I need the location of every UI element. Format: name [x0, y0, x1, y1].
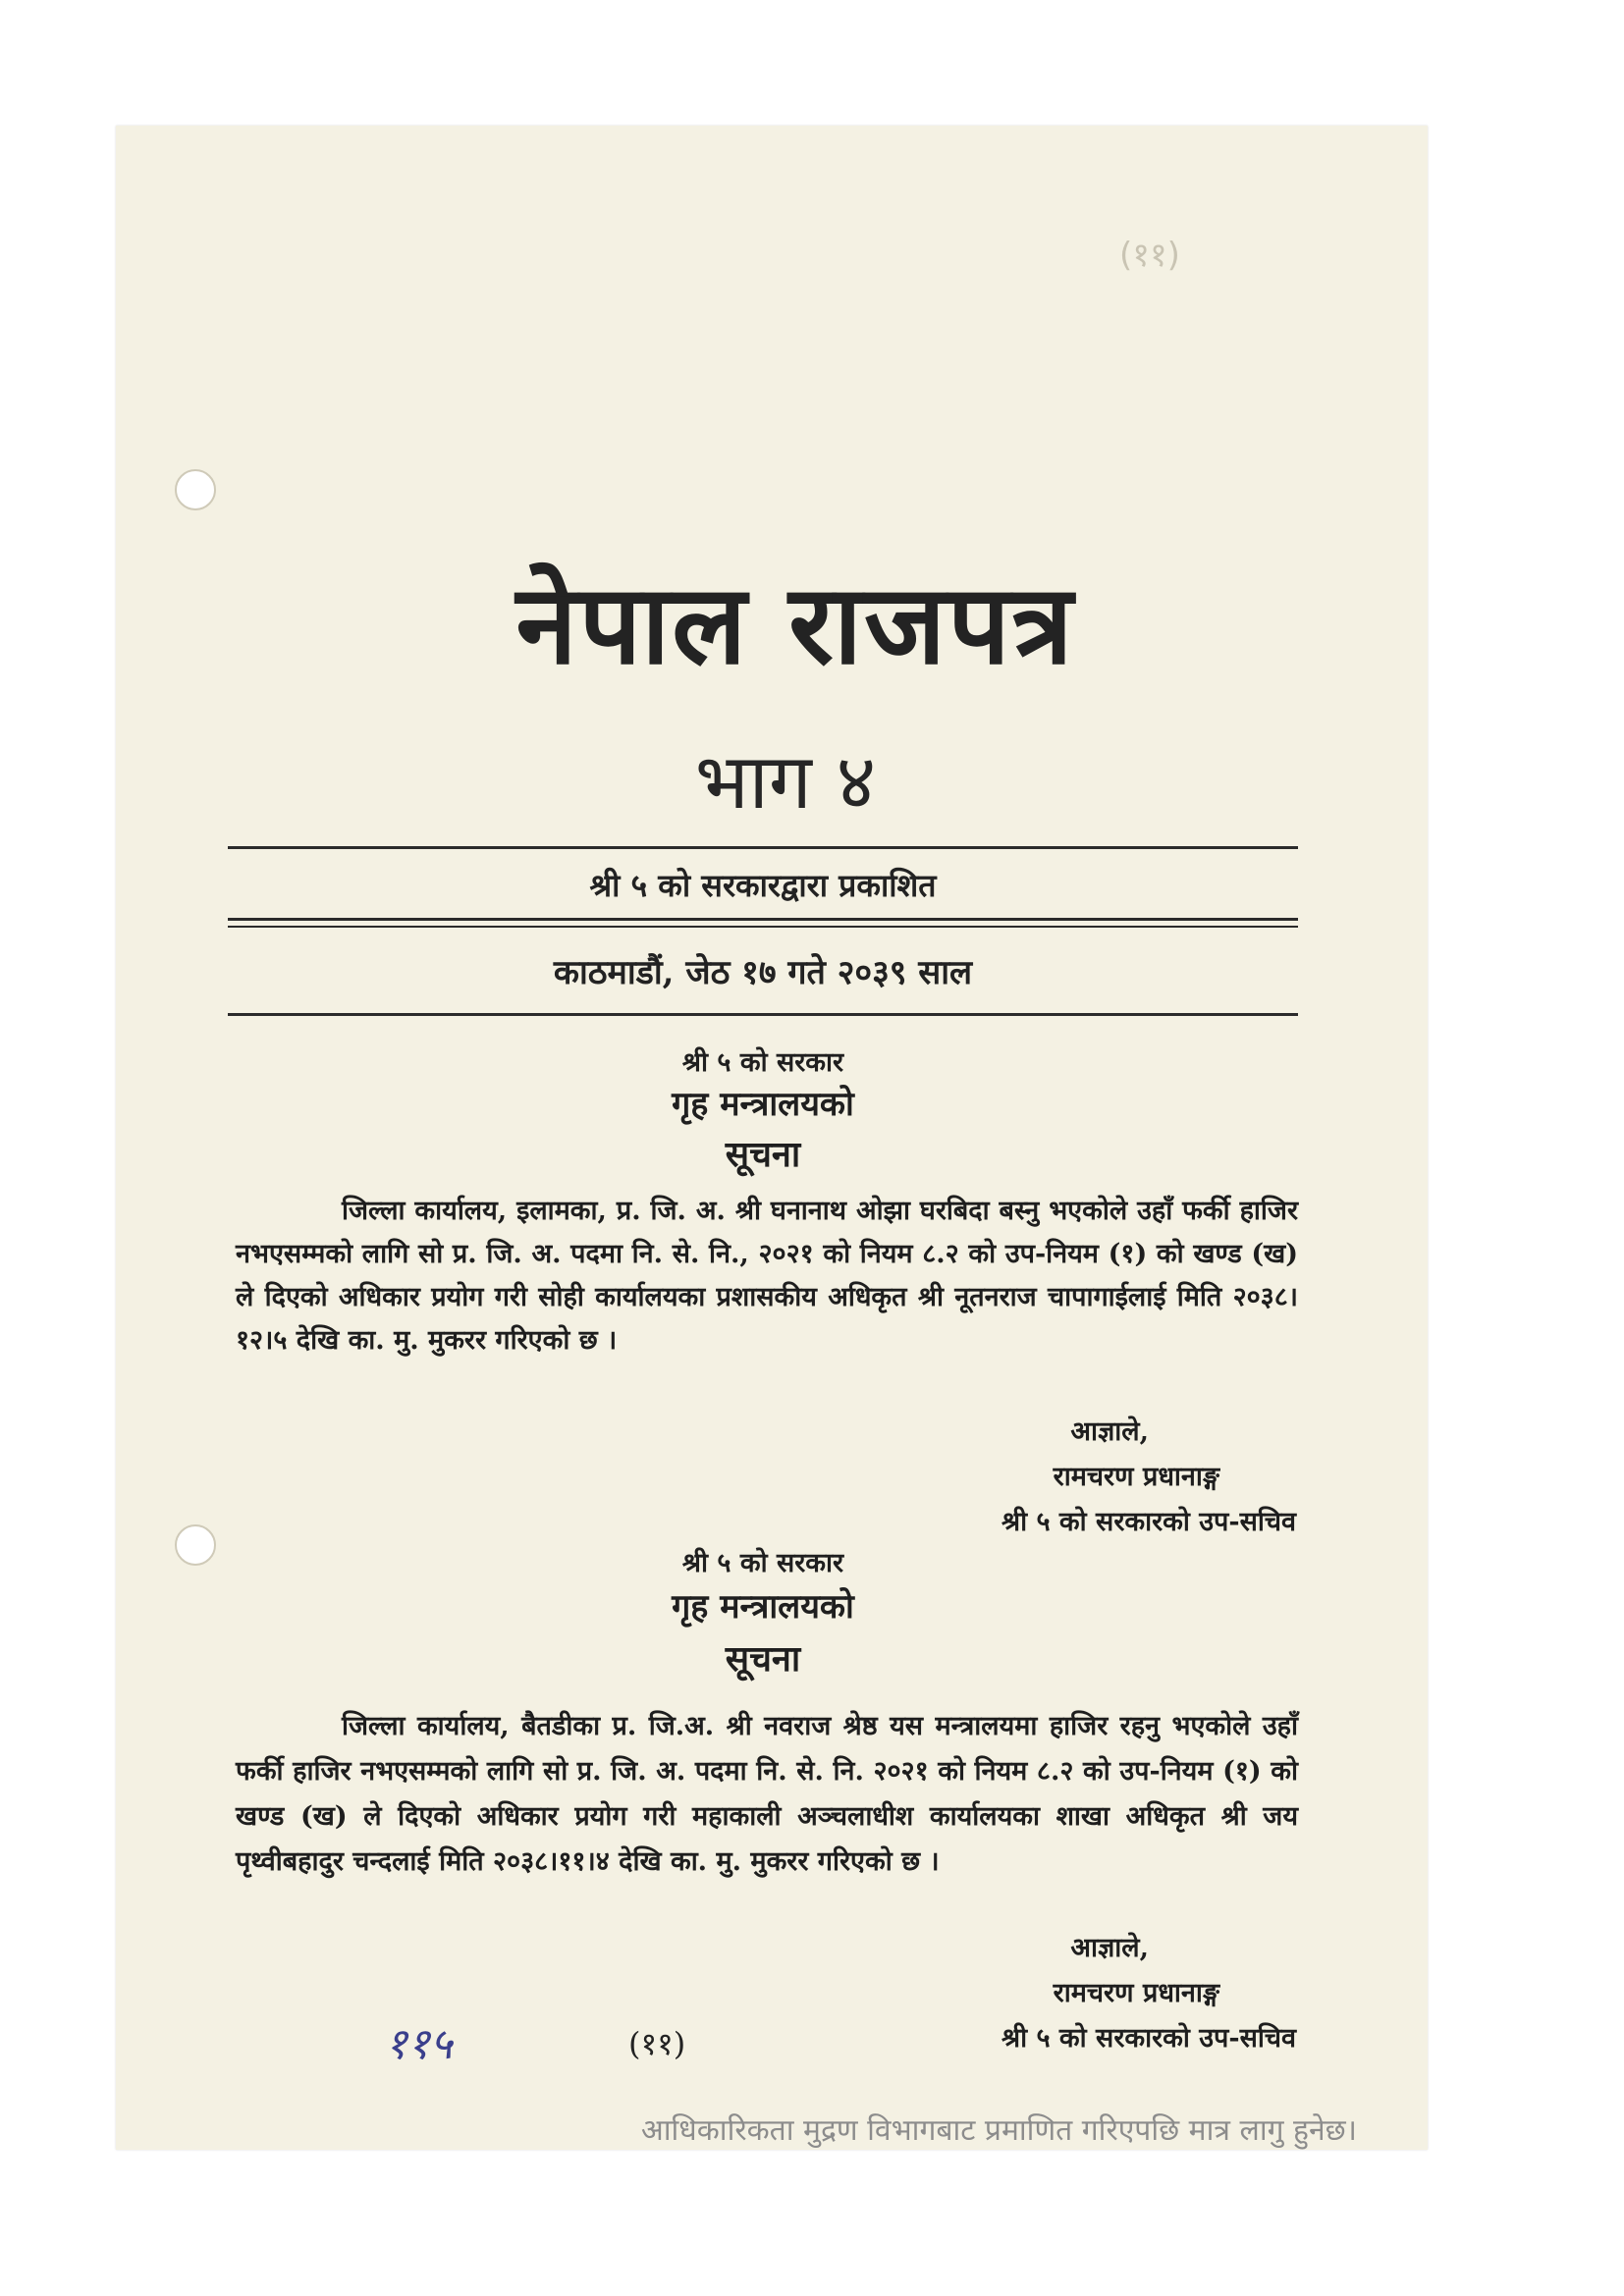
- notice-government: श्री ५ को सरकार: [681, 1548, 844, 1578]
- punch-hole: [175, 1524, 216, 1566]
- notice-signatory: रामचरण प्रधानाङ्ग: [1053, 1462, 1219, 1492]
- punch-hole: [175, 469, 216, 510]
- divider-rule: [228, 846, 1298, 849]
- publisher-line: श्री ५ को सरकारद्वारा प्रकाशित: [589, 867, 937, 904]
- notice-signatory: रामचरण प्रधानाङ्ग: [1053, 1978, 1219, 2008]
- dateline: काठमाडौं, जेठ १७ गते २०३९ साल: [553, 953, 973, 992]
- gazette-part: भाग ४: [694, 738, 877, 827]
- notice-body: जिल्ला कार्यालय, इलामका, प्र. जि. अ. श्री घनानाथ ओझा घरबिदा बस्नु भएकोले उहाँ फर्की हाजिर नभएसम्मको लागि सो प्र. जि. अ. पदमा नि. से. नि., २०२१ को नियम ८.२ को उप-नियम (१) को खण्ड (ख) ले दिएको अधिकार प्रयोग गरी सोही कार्यालयका प्रशासकीय अधिकृत श्री नूतनराज चापागाईलाई मिति २०३८।१२।५ देखि का. मु. मुकरर गरिएको छ ।: [236, 1196, 1298, 1356]
- notice-title: सूचना: [725, 1134, 801, 1175]
- notice-title: सूचना: [725, 1638, 801, 1680]
- handwritten-number: ११५: [385, 2019, 453, 2069]
- divider-rule: [228, 1013, 1298, 1016]
- divider-rule: [228, 918, 1298, 921]
- notice-order: आज्ञाले,: [1070, 1933, 1149, 1963]
- bleed-through-page-number: (११): [1119, 236, 1180, 275]
- notice-order: आज्ञाले,: [1070, 1416, 1149, 1447]
- gazette-masthead: नेपाल राजपत्र: [515, 561, 1075, 689]
- notice-ministry: गृह मन्त्रालयको: [672, 1587, 854, 1627]
- notice-government: श्री ५ को सरकार: [681, 1047, 844, 1078]
- page-number: (११): [628, 2025, 686, 2062]
- notice-designation: श्री ५ को सरकारको उप-सचिव: [1001, 1507, 1296, 1537]
- notice-ministry: गृह मन्त्रालयको: [672, 1085, 854, 1124]
- divider-rule: [228, 926, 1298, 928]
- notice-body: जिल्ला कार्यालय, बैतडीका प्र. जि.अ. श्री नवराज श्रेष्ठ यस मन्त्रालयमा हाजिर रहनु भएकोले उहाँ फर्की हाजिर नभएसम्मको लागि सो प्र. जि. अ. पदमा नि. से. नि. २०२१ को नियम ८.२ को उप-नियम (१) को खण्ड (ख) ले दिएको अधिकार प्रयोग गरी महाकाली अञ्चलाधीश कार्यालयका शाखा अधिकृत श्री जय पृथ्वीबहादुर चन्दलाई मिति २०३८।११।४ देखि का. मु. मुकरर गरिएको छ ।: [236, 1711, 1298, 1877]
- notice-designation: श्री ५ को सरकारको उप-सचिव: [1001, 2023, 1296, 2054]
- authenticity-footer: आधिकारिकता मुद्रण विभागबाट प्रमाणित गरिएपछि मात्र लागु हुनेछ।: [640, 2113, 1357, 2148]
- notice-signature-block: [687, 1410, 1296, 1545]
- notice-signature-block: [687, 1926, 1296, 2061]
